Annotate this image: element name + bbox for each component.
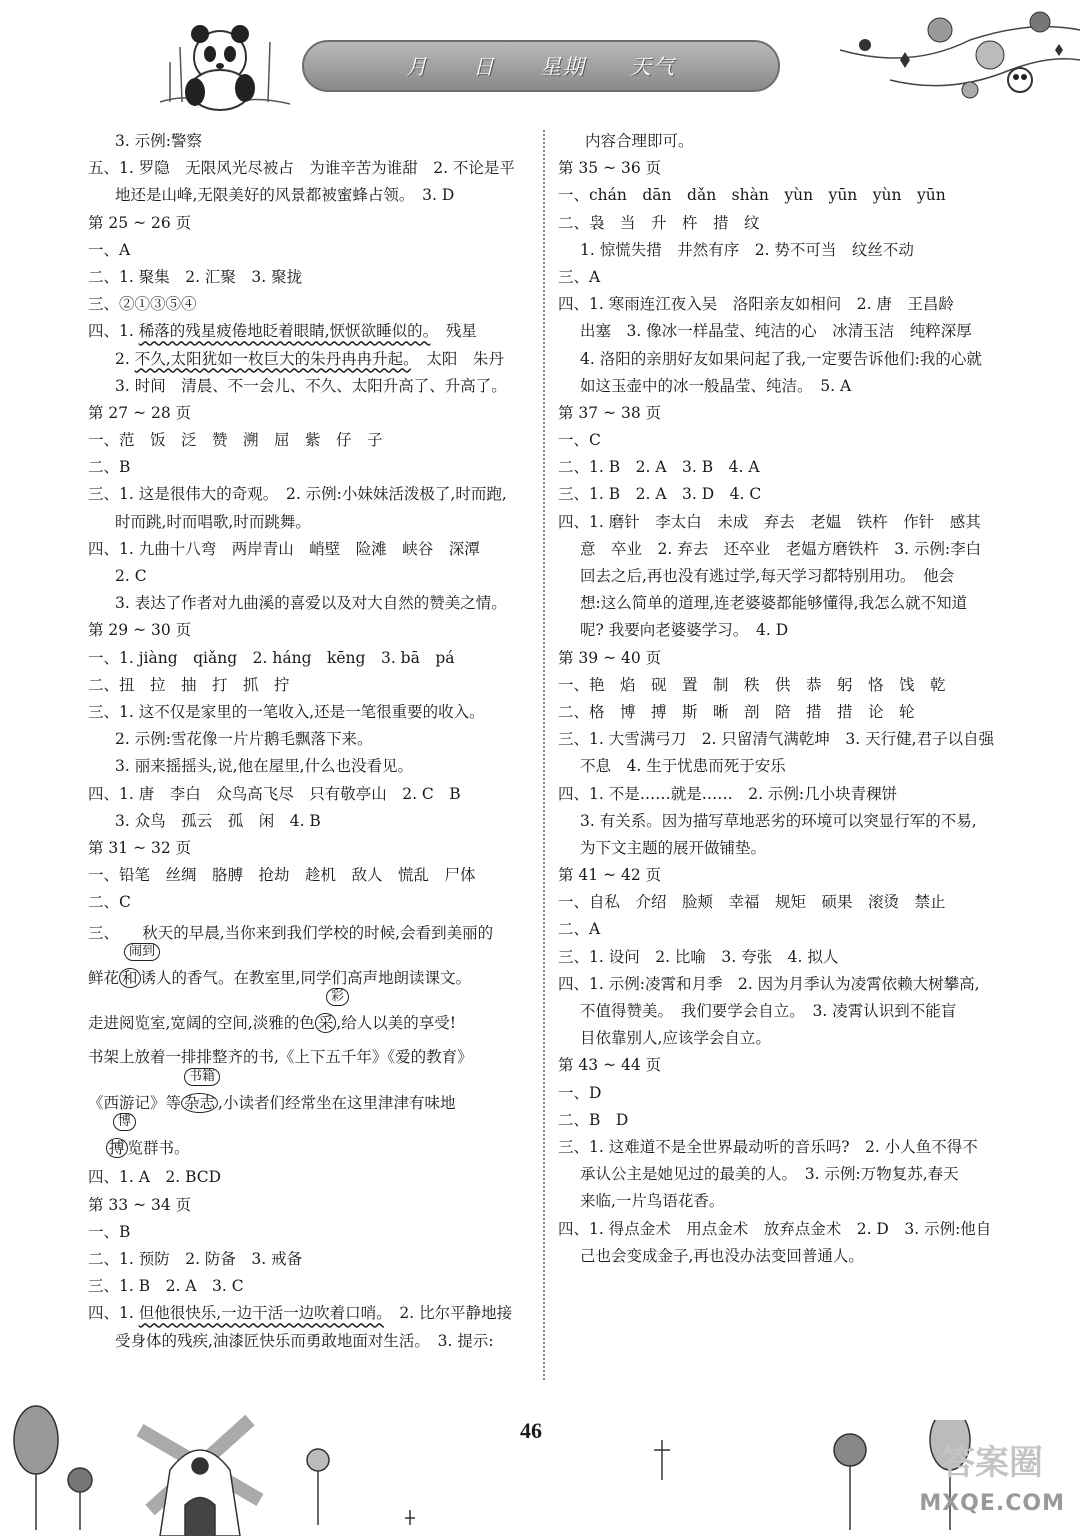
- answer-line: 三、A: [558, 267, 601, 286]
- answer-line: 三、1. 大雪满弓刀 2. 只留清气满乾坤 3. 天行健,君子以自强: [558, 730, 995, 749]
- windmill-garden-illustration: [0, 1390, 560, 1536]
- day-label: 日: [473, 55, 496, 79]
- answer-line: 目依靠别人,应该学会自立。: [580, 1029, 771, 1048]
- weekday-label: 星期: [540, 55, 586, 79]
- answer-line: 1. 惊慌失措 井然有序 2. 势不可当 纹丝不动: [580, 240, 914, 259]
- answer-line: 2. 示例:雪花像一片片鹅毛飘落下来。: [115, 730, 373, 749]
- essay-line: 书架上放着一排排整齐的书,《上下五千年》《爱的教育》: [88, 1048, 473, 1067]
- answer-line: 第 35 ~ 36 页: [558, 159, 662, 178]
- answer-text: 2.: [115, 349, 135, 368]
- essay-text: 走进阅览室,宽阔的空间,淡雅的色: [88, 1013, 315, 1032]
- answer-line: 如这玉壶中的冰一般晶莹、纯洁。 5. A: [580, 376, 852, 395]
- answer-line: 四、1. 九曲十八弯 两岸青山 峭壁 险滩 峡谷 深潭: [88, 539, 480, 558]
- answer-line: 一、1. jiàng qiǎng 2. háng kēng 3. bā pá: [88, 648, 455, 667]
- left-column: [88, 128, 538, 1355]
- answer-line: 四、1. A 2. BCD: [88, 1168, 222, 1187]
- answer-line: 四、1. 唐 李白 众鸟高飞尽 只有敬亭山 2. C B: [88, 784, 461, 803]
- corrected-char: [181, 1069, 218, 1113]
- answer-line: 三、1. 这难道不是全世界最动听的音乐吗? 2. 小人鱼不得不: [558, 1137, 978, 1156]
- date-weather-banner: [302, 40, 780, 92]
- answer-line: 受身体的残疾,油漆匠快乐而勇敢地面对生活。 3. 提示:: [115, 1331, 494, 1350]
- answer-line: 二、1. 预防 2. 防备 3. 戒备: [88, 1250, 303, 1268]
- answer-line: 四、1. 磨针 李太白 未成 弃去 老媪 铁杵 作针 感其: [558, 512, 981, 531]
- answer-line: 二、1. B 2. A 3. B 4. A: [558, 458, 760, 477]
- answer-line: 三、1. B 2. A 3. D 4. C: [558, 485, 762, 504]
- answer-line: 二、格 博 搏 斯 晰 剖 陪 措 措 论 轮: [558, 702, 915, 721]
- answer-line: 不息 4. 生于忧患而死于安乐: [580, 757, 786, 776]
- essay-line: 三、 秋天的早晨,当你来到我们学校的时候,会看到美丽的: [88, 924, 494, 943]
- answer-text: 四、1.: [88, 1304, 139, 1323]
- answer-line: 第 43 ~ 44 页: [558, 1056, 662, 1075]
- correction-mark: 博: [113, 1113, 136, 1131]
- answer-line: 第 25 ~ 26 页: [88, 213, 192, 232]
- answer-line: 承认公主是她见过的最美的人。 3. 示例:万物复苏,春天: [580, 1165, 959, 1184]
- answer-line: 一、艳 焰 砚 置 制 秩 供 恭 躬 恪 饯 乾: [558, 675, 946, 694]
- answer-line: 三、1. 这不仅是家里的一笔收入,还是一笔很重要的收入。: [88, 702, 485, 721]
- correction-mark: 书籍: [184, 1068, 220, 1086]
- answer-line: 一、A: [88, 240, 131, 259]
- answer-line: 第 27 ~ 28 页: [88, 403, 192, 422]
- right-answer-lines: [558, 128, 1003, 1270]
- answer-line: 第 41 ~ 42 页: [558, 866, 662, 885]
- answer-line: 4. 洛阳的亲朋好友如果问起了我,一定要告诉他们:我的心就: [580, 349, 982, 368]
- answer-line: 三、1. B 2. A 3. C: [88, 1277, 244, 1296]
- answer-line: 三、1. 这是很伟大的奇观。 2. 示例:小妹妹活泼极了,时而跑,: [88, 485, 507, 504]
- answer-line: 二、扭 拉 抽 打 抓 拧: [88, 675, 290, 694]
- answer-line: 二、B D: [558, 1110, 629, 1129]
- answer-text: 残星: [430, 322, 477, 341]
- answer-text: 太阳 朱丹: [410, 349, 504, 368]
- essay-text: ,给人以美的享受!: [336, 1013, 457, 1032]
- answer-line: [88, 318, 538, 345]
- month-label: 月: [406, 55, 429, 79]
- correction-mark: 彩: [326, 988, 349, 1006]
- answer-line: 四、1. 不是……就是…… 2. 示例:几小块青稞饼: [558, 784, 898, 803]
- wrong-char: 搏: [109, 1138, 125, 1157]
- answer-text: 四、1.: [88, 322, 139, 341]
- answer-line: 地还是山峰,无限美好的风景都被蜜蜂占领。 3. D: [115, 186, 455, 205]
- answer-line: 3. 时间 清晨、不一会儿、不久、太阳升高了、升高了。: [115, 376, 507, 395]
- essay-line: [88, 944, 538, 995]
- answer-line: 一、chán dān dǎn shàn yùn yūn yùn yūn: [558, 186, 946, 205]
- wrong-char: 杂志: [184, 1094, 216, 1113]
- corrected-char: [119, 944, 156, 988]
- proofread-essay: [88, 916, 538, 1164]
- answer-line: [88, 1300, 538, 1327]
- left-answer-lines-1: [88, 128, 538, 318]
- essay-text: ,小读者们经常坐在这里津津有味地: [218, 1094, 456, 1113]
- weather-label: 天气: [630, 55, 676, 79]
- answer-line: 想:这么简单的道理,连老婆婆都能够懂得,我怎么就不知道: [580, 594, 968, 613]
- essay-text: 鲜花: [88, 969, 120, 988]
- answer-line: 五、1. 罗隐 无限风光尽被占 为谁辛苦为谁甜 2. 不论是平: [88, 159, 515, 178]
- answer-line: 时而跳,时而唱歌,时而跳舞。: [115, 512, 311, 531]
- answer-line: 二、A: [558, 920, 601, 939]
- answer-line: 三、②①③⑤④: [88, 295, 197, 314]
- answer-line: [88, 346, 538, 373]
- answer-line: 一、范 饭 泛 赞 溯 屈 紫 仔 子: [88, 431, 383, 450]
- watermark-url: MXQE.COM: [919, 1491, 1065, 1516]
- answer-line: 第 29 ~ 30 页: [88, 621, 192, 640]
- answer-line: 2. C: [115, 567, 147, 585]
- answer-line: 一、B: [88, 1222, 131, 1241]
- answer-line: 第 31 ~ 32 页: [88, 838, 192, 857]
- underlined-sentence: 稀落的残星疲倦地眨着眼睛,恹恹欲睡似的。: [138, 322, 431, 341]
- answer-line: 二、袅 当 升 杵 措 纹: [558, 213, 760, 232]
- essay-line: [88, 1113, 538, 1165]
- answer-line: 二、C: [88, 893, 131, 912]
- essay-text: 览群书。: [127, 1138, 190, 1157]
- answer-line: 回去之后,再也没有逃过学,每天学习都特别用功。 他会: [580, 567, 955, 585]
- answer-line: 一、铅笔 丝绸 胳膊 抢劫 趁机 敌人 慌乱 尸体: [88, 866, 476, 885]
- page-number: 46: [520, 1418, 542, 1443]
- answer-line: 来临,一片鸟语花香。: [580, 1192, 725, 1211]
- answer-line: 内容合理即可。: [585, 132, 694, 150]
- corrected-char: [106, 1113, 132, 1158]
- answer-line: 第 33 ~ 34 页: [88, 1195, 192, 1214]
- underlined-sentence: 不久,太阳犹如一枚巨大的朱丹冉冉升起。: [134, 349, 411, 368]
- correction-mark: 闹到: [124, 943, 160, 961]
- answer-line: 四、1. 得点金术 用点金术 放弃点金术 2. D 3. 示例:他自: [558, 1219, 992, 1238]
- answer-line: 四、1. 寒雨连江夜入吴 洛阳亲友如相问 2. 唐 王昌龄: [558, 295, 954, 314]
- answer-line: 呢? 我要向老婆婆学习。 4. D: [580, 621, 789, 640]
- answer-line: 3. 有关系。因为描写草地恶劣的环境可以突显行军的不易,: [580, 811, 977, 830]
- answer-line: 意 卒业 2. 弃去 还卒业 老媪方磨铁杵 3. 示例:李白: [580, 539, 982, 558]
- answer-text: 2. 比尔平静地接: [383, 1304, 513, 1323]
- corrected-char: [315, 988, 344, 1033]
- answer-line: 3. 众鸟 孤云 孤 闲 4. B: [115, 811, 321, 830]
- essay-text: 诱人的香气。在教室里,同学们高声地朗读课文。: [140, 969, 471, 988]
- answer-line: 一、C: [558, 431, 601, 450]
- flower-vine-illustration: [830, 0, 1083, 110]
- answer-line: 己也会变成金子,再也没办法变回普通人。: [580, 1246, 864, 1265]
- answer-line: 第 39 ~ 40 页: [558, 648, 662, 667]
- essay-line: [88, 988, 538, 1040]
- watermark-logo: 答案圈: [941, 1443, 1043, 1483]
- answer-line: 三、1. 设问 2. 比喻 3. 夸张 4. 拟人: [558, 947, 839, 966]
- panda-illustration: [150, 2, 300, 117]
- answer-line: 第 37 ~ 38 页: [558, 403, 662, 422]
- wrong-char: 和: [122, 969, 138, 988]
- answer-line: 一、D: [558, 1083, 602, 1102]
- answer-line: 二、1. 聚集 2. 汇聚 3. 聚拢: [88, 267, 303, 286]
- left-answer-lines-2: [88, 373, 538, 917]
- answer-line: 3. 表达了作者对九曲溪的喜爱以及对大自然的赞美之情。: [115, 594, 507, 613]
- underlined-sentence: 但他很快乐,一边干活一边吹着口哨。: [138, 1304, 384, 1323]
- answer-line: 不值得赞美。 我们要学会自立。 3. 凌霄认识到不能盲: [580, 1002, 957, 1020]
- essay-line: [88, 1069, 538, 1120]
- answer-line: 出塞 3. 像冰一样晶莹、纯洁的心 冰清玉洁 纯粹深厚: [580, 322, 972, 341]
- answer-line: 一、自私 介绍 脸颊 幸福 规矩 硕果 滚烫 禁止: [558, 893, 946, 912]
- wrong-char: 采: [317, 1013, 334, 1032]
- answer-line: 3. 丽来摇摇头,说,他在屋里,什么也没看见。: [115, 757, 413, 776]
- answer-line: 四、1. 示例:凌霄和月季 2. 因为月季认为凌霄依赖大树攀高,: [558, 974, 980, 993]
- column-divider: [543, 130, 545, 1380]
- answer-line: 二、B: [88, 458, 131, 477]
- right-column: [558, 128, 1003, 1270]
- left-answer-lines-3: [88, 1164, 538, 1300]
- answer-line: 3. 示例:警察: [115, 132, 202, 150]
- essay-text: 《西游记》等: [88, 1094, 182, 1113]
- answer-line: 为下文主题的展开做铺垫。: [580, 838, 767, 857]
